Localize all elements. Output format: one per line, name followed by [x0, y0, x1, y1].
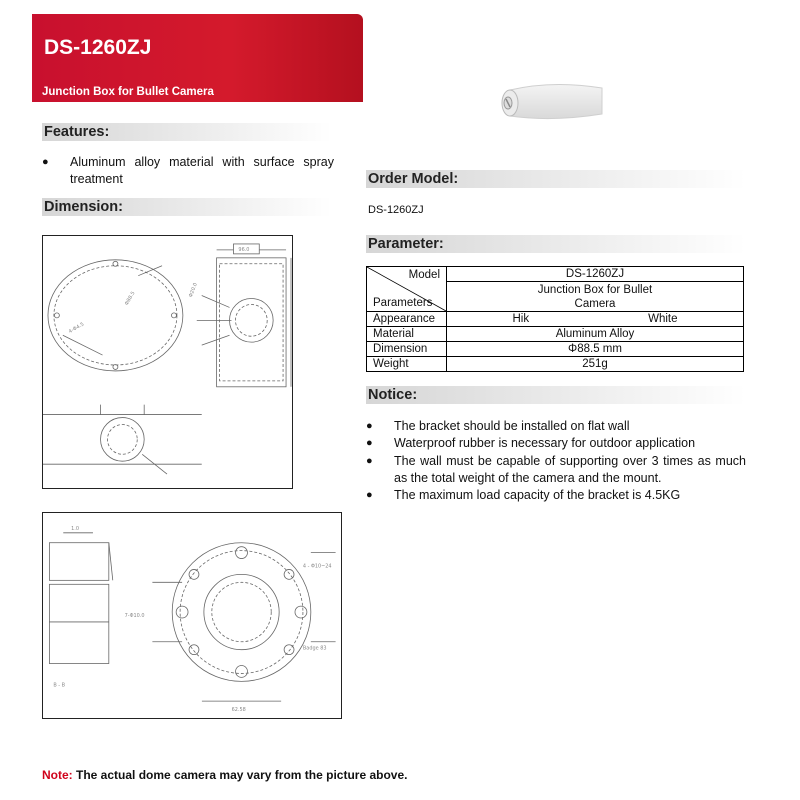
parameter-table	[366, 266, 744, 372]
svg-text:7-Φ10.0: 7-Φ10.0	[124, 612, 145, 619]
table-row	[367, 342, 744, 357]
table-row	[367, 357, 744, 372]
svg-text:62.58: 62.58	[231, 707, 246, 714]
notice-text: Waterproof rubber is necessary for outdoor application	[394, 436, 696, 450]
notice-item	[366, 453, 746, 486]
appearance-brand: Hik	[512, 313, 530, 325]
header-parameters-label: Parameters	[373, 297, 433, 309]
footer-note-label: Note:	[42, 768, 73, 782]
svg-text:Φ88.5: Φ88.5	[123, 290, 137, 307]
type-value-cell	[447, 282, 744, 312]
appearance-color: White	[648, 313, 678, 325]
footer-note	[42, 768, 407, 782]
dimension-diagram	[43, 236, 292, 488]
svg-text:4-Φ4.5: 4-Φ4.5	[67, 321, 86, 335]
order-model-value: DS-1260ZJ	[368, 204, 424, 216]
svg-text:96.0: 96.0	[238, 246, 250, 253]
notice-text: The maximum load capacity of the bracket is 4.5KG	[394, 488, 681, 502]
bullet-icon: ●	[366, 437, 373, 449]
bullet-icon: ●	[366, 420, 373, 432]
header-banner	[32, 14, 363, 102]
product-image	[496, 80, 608, 122]
svg-text:B - B: B - B	[53, 682, 66, 689]
svg-text:4 - Φ10~24: 4 - Φ10~24	[302, 563, 332, 570]
order-model-heading: Order Model:	[366, 170, 746, 188]
notice-item	[366, 487, 746, 504]
svg-text:Φ20.0: Φ20.0	[188, 282, 199, 299]
material-label: Material	[367, 327, 447, 342]
product-subtitle: Junction Box for Bullet Camera	[42, 86, 214, 98]
bullet-icon: ●	[366, 489, 373, 501]
material-value: Aluminum Alloy	[447, 327, 744, 342]
feature-text: Aluminum alloy material with surface spray treatment	[70, 155, 334, 186]
table-row	[367, 312, 744, 327]
dimension-drawing-top	[42, 235, 293, 489]
svg-text:1.0: 1.0	[71, 525, 80, 532]
notice-item	[366, 418, 746, 435]
features-heading: Features:	[42, 123, 332, 141]
bullet-icon: ●	[366, 455, 373, 467]
type-value: Junction Box for Bullet Camera	[537, 283, 653, 310]
notice-item	[366, 435, 746, 452]
model-value-cell: DS-1260ZJ	[447, 267, 744, 282]
appearance-label: Appearance	[367, 312, 447, 327]
weight-label: Weight	[367, 357, 447, 372]
footer-note-text: The actual dome camera may vary from the picture above.	[72, 768, 408, 782]
svg-text:Badge 83: Badge 83	[302, 645, 327, 652]
dimension-drawing-bottom	[42, 512, 342, 719]
notice-text: The wall must be capable of supporting over 3 times as much as the total weight of the camera and the mount.	[394, 454, 746, 485]
dimension-label: Dimension	[367, 342, 447, 357]
parameter-heading: Parameter:	[366, 235, 746, 253]
feature-item	[42, 154, 334, 187]
bullet-icon: ●	[42, 156, 49, 168]
table-row	[367, 327, 744, 342]
product-model-title: DS-1260ZJ	[44, 36, 152, 59]
weight-value: 251g	[447, 357, 744, 372]
notice-heading: Notice:	[366, 386, 746, 404]
header-diagonal-cell	[367, 267, 447, 312]
notice-text: The bracket should be installed on flat wall	[394, 419, 630, 433]
appearance-value-cell	[447, 312, 744, 327]
dimension-value: Φ88.5 mm	[447, 342, 744, 357]
installation-diagram	[43, 513, 341, 718]
header-model-label: Model	[408, 269, 440, 281]
dimension-heading: Dimension:	[42, 198, 332, 216]
table-row	[367, 267, 744, 282]
